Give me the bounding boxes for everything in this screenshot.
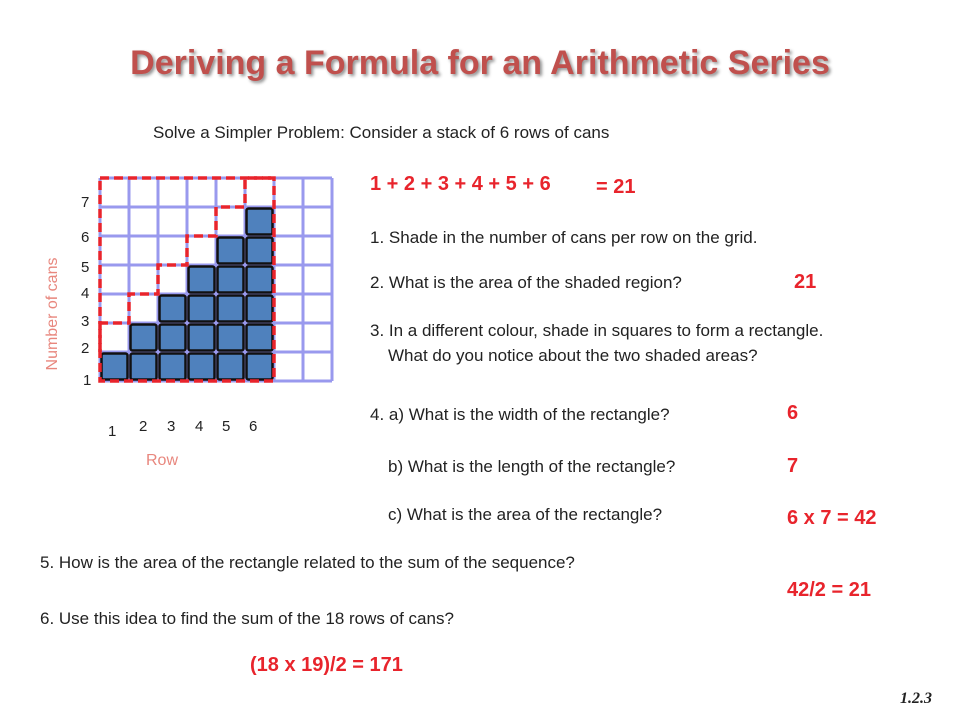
can-square <box>218 296 244 322</box>
sum-result: = 21 <box>596 176 636 198</box>
can-square <box>247 209 273 235</box>
can-square <box>218 267 244 293</box>
can-square <box>102 354 128 380</box>
y-number-3: 3 <box>81 313 90 330</box>
question-1: 1. Shade in the number of cans per row on the grid. <box>370 228 758 247</box>
question-3-line-1: 3. In a different colour, shade in squares to form a rectangle. <box>370 321 824 340</box>
answer-2: 21 <box>794 271 817 293</box>
can-square <box>247 354 273 380</box>
x-axis-label: Row <box>146 452 179 469</box>
x-number-4: 4 <box>195 418 204 435</box>
question-5: 5. How is the area of the rectangle related to the sum of the sequence? <box>40 553 575 572</box>
y-number-4: 4 <box>81 285 90 302</box>
answer-4a: 6 <box>787 402 799 424</box>
answer-4c: 6 x 7 = 42 <box>787 507 877 529</box>
x-number-6: 6 <box>249 418 258 435</box>
can-square <box>218 354 244 380</box>
question-4c: c) What is the area of the rectangle? <box>388 505 663 524</box>
x-number-2: 2 <box>139 418 148 435</box>
answer-5: 42/2 = 21 <box>787 579 871 601</box>
can-square <box>131 325 157 351</box>
answer-4b: 7 <box>787 455 799 477</box>
question-3-line-2: What do you notice about the two shaded areas? <box>388 346 758 365</box>
y-number-7: 7 <box>81 194 90 211</box>
can-grid <box>95 175 340 415</box>
sum-expression: 1 + 2 + 3 + 4 + 5 + 6 <box>370 173 551 195</box>
can-square <box>160 354 186 380</box>
y-number-1: 1 <box>83 372 92 389</box>
can-square <box>247 238 273 264</box>
slide-number: 1.2.3 <box>900 690 932 707</box>
can-square <box>160 296 186 322</box>
can-square <box>247 325 273 351</box>
can-square <box>189 267 215 293</box>
subtitle: Solve a Simpler Problem: Consider a stack of 6 rows of cans <box>153 123 610 142</box>
x-number-1: 1 <box>108 423 117 440</box>
question-2: 2. What is the area of the shaded region? <box>370 273 682 292</box>
y-number-2: 2 <box>81 340 90 357</box>
can-square <box>218 325 244 351</box>
question-4b: b) What is the length of the rectangle? <box>388 457 676 476</box>
x-number-5: 5 <box>222 418 231 435</box>
y-number-6: 6 <box>81 229 90 246</box>
can-square <box>247 296 273 322</box>
y-number-5: 5 <box>81 259 90 276</box>
x-number-3: 3 <box>167 418 176 435</box>
can-square <box>218 238 244 264</box>
answer-6: (18 x 19)/2 = 171 <box>250 654 403 676</box>
can-square <box>189 296 215 322</box>
can-square <box>189 354 215 380</box>
y-axis-label: Number of cans <box>44 257 61 371</box>
question-6: 6. Use this idea to find the sum of the 18 rows of cans? <box>40 609 454 628</box>
question-4a: 4. a) What is the width of the rectangle? <box>370 405 670 424</box>
can-square <box>189 325 215 351</box>
can-square <box>247 267 273 293</box>
can-square <box>160 325 186 351</box>
can-square <box>131 354 157 380</box>
page-title: Deriving a Formula for an Arithmetic Series <box>130 44 830 82</box>
